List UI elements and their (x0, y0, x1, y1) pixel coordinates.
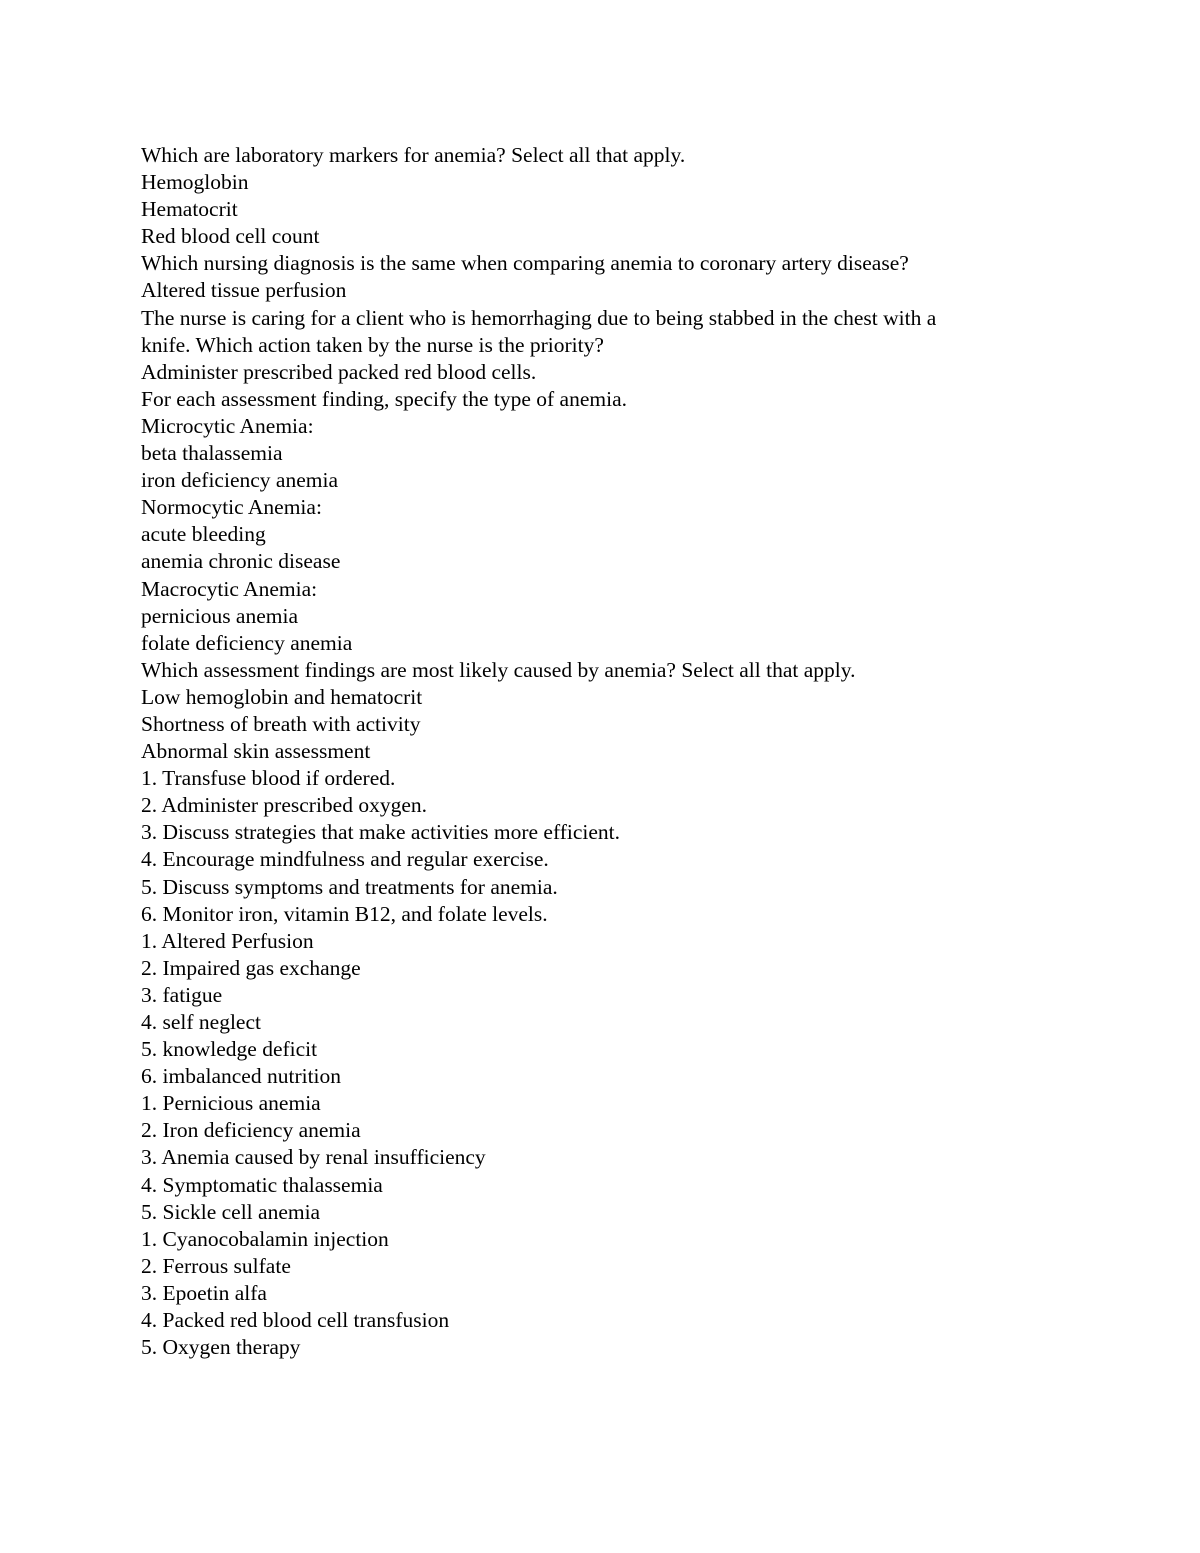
question-nursing-diagnosis: Which nursing diagnosis is the same when comparing anemia to coronary artery disease? (141, 251, 909, 276)
question-anemia-type: For each assessment finding, specify the type of anemia. (141, 386, 627, 411)
category-heading: Normocytic Anemia: (141, 495, 322, 520)
list-item: 2. Ferrous sulfate (141, 1253, 291, 1278)
list-item: 5. Oxygen therapy (141, 1335, 301, 1360)
answer-line: pernicious anemia (141, 603, 299, 628)
list-item: 5. Discuss symptoms and treatments for anemia. (141, 874, 558, 899)
answer-line: Administer prescribed packed red blood cells. (141, 359, 537, 384)
answer-line: folate deficiency anemia (141, 630, 353, 655)
list-item: 5. Sickle cell anemia (141, 1199, 321, 1224)
list-item: 1. Altered Perfusion (141, 928, 314, 953)
list-item: 6. Monitor iron, vitamin B12, and folate levels. (141, 901, 548, 926)
question-lab-markers: Which are laboratory markers for anemia? Select all that apply. (141, 143, 686, 167)
list-item: 3. Anemia caused by renal insufficiency (141, 1145, 486, 1170)
question-hemorrhage-line-2: knife. Which action taken by the nurse is the priority? (141, 332, 604, 357)
answer-line: Low hemoglobin and hematocrit (141, 684, 423, 709)
category-heading: Microcytic Anemia: (141, 413, 314, 438)
list-item: 2. Iron deficiency anemia (141, 1118, 361, 1143)
list-item: 5. knowledge deficit (141, 1037, 318, 1062)
answer-line: Abnormal skin assessment (141, 739, 371, 764)
answer-line: Altered tissue perfusion (141, 278, 347, 303)
question-assessment-findings: Which assessment findings are most likely caused by anemia? Select all that apply. (141, 657, 856, 682)
category-heading: Macrocytic Anemia: (141, 576, 318, 601)
list-item: 3. Epoetin alfa (141, 1280, 267, 1305)
list-item: 3. Discuss strategies that make activities more efficient. (141, 820, 621, 845)
list-item: 6. imbalanced nutrition (141, 1064, 342, 1089)
list-item: 3. fatigue (141, 982, 223, 1007)
list-item: 2. Administer prescribed oxygen. (141, 793, 428, 818)
document-body (141, 142, 1041, 1361)
question-hemorrhage-line-1: The nurse is caring for a client who is hemorrhaging due to being stabbed in the chest with a (141, 305, 937, 330)
answer-line: iron deficiency anemia (141, 468, 338, 493)
list-item: 1. Pernicious anemia (141, 1091, 321, 1116)
answer-line: Hematocrit (141, 197, 238, 222)
list-item: 4. Symptomatic thalassemia (141, 1172, 383, 1197)
answer-line: Shortness of breath with activity (141, 711, 421, 736)
list-item: 1. Cyanocobalamin injection (141, 1226, 389, 1251)
answer-line: acute bleeding (141, 522, 266, 547)
answer-line: anemia chronic disease (141, 549, 341, 574)
list-item: 4. Packed red blood cell transfusion (141, 1308, 450, 1333)
list-item: 2. Impaired gas exchange (141, 955, 361, 980)
answer-line: Red blood cell count (141, 224, 320, 249)
answer-line: Hemoglobin (141, 170, 249, 195)
list-item: 4. Encourage mindfulness and regular exercise. (141, 847, 549, 872)
answer-line: beta thalassemia (141, 441, 283, 466)
list-item: 1. Transfuse blood if ordered. (141, 766, 396, 791)
list-item: 4. self neglect (141, 1010, 261, 1034)
